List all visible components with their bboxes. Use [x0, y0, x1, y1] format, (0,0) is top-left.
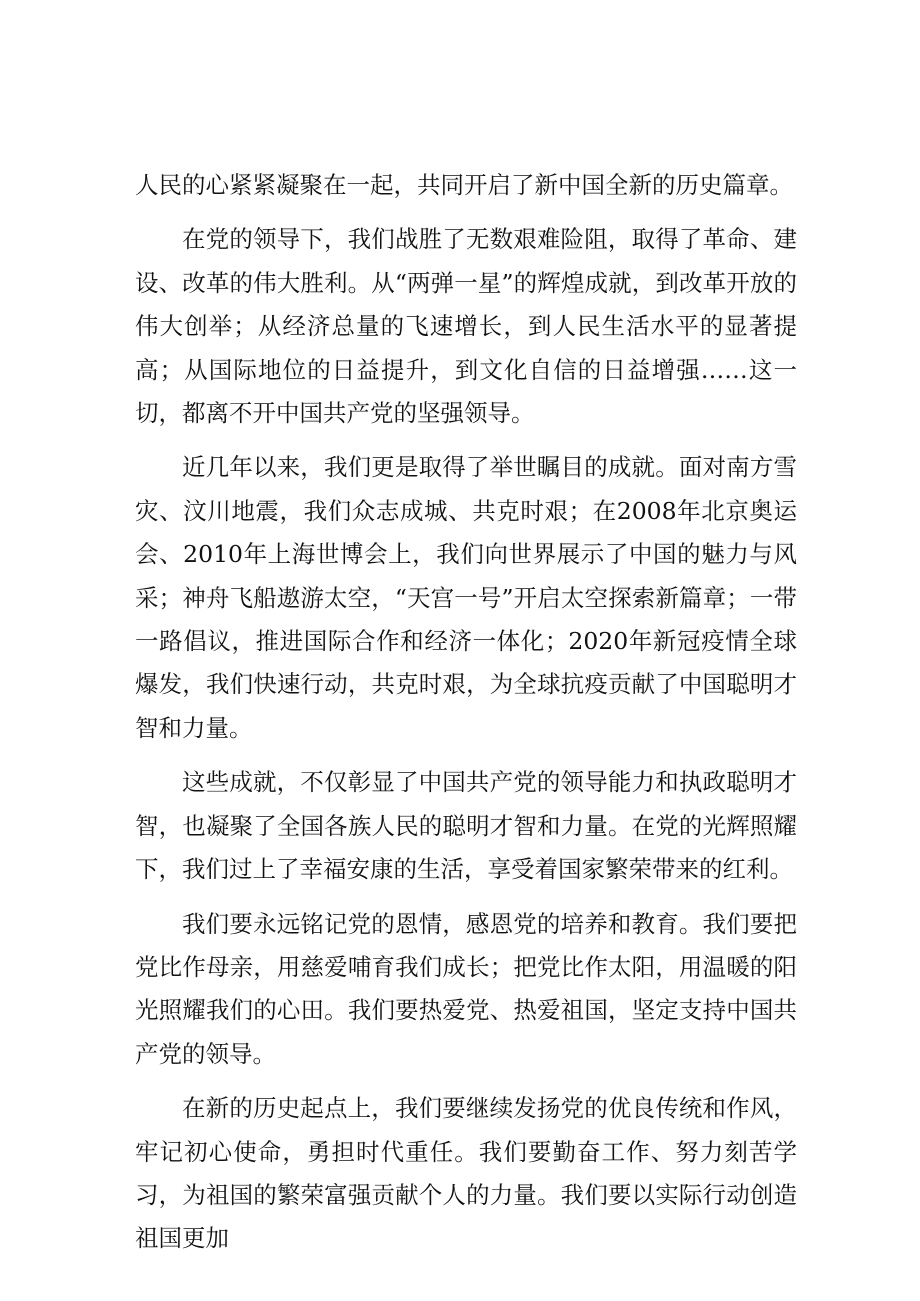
paragraph-2: 在党的领导下，我们战胜了无数艰难险阻，取得了革命、建设、改革的伟大胜利。从“两弹一星”的辉煌成就，到改革开放的伟大创举；从经济总量的飞速增长，到人民生活水平的显著提高；从国际地位的日益提升，到文化自信的日益增强……这一切，都离不开中国共产党的坚强领导。	[135, 225, 797, 428]
paragraph-6: 在新的历史起点上，我们要继续发扬党的优良传统和作风，牢记初心使命，勇担时代重任。我们要勤奋工作、努力刻苦学习，为祖国的繁荣富强贡献个人的力量。我们要以实际行动创造祖国更加	[135, 1094, 797, 1253]
paragraph-4: 这些成就，不仅彰显了中国共产党的领导能力和执政聪明才智，也凝聚了全国各族人民的聪明才智和力量。在党的光辉照耀下，我们过上了幸福安康的生活，享受着国家繁荣带来的红利。	[135, 768, 797, 884]
body-text	[135, 164, 797, 1272]
paragraph-5: 我们要永远铭记党的恩情，感恩党的培养和教育。我们要把党比作母亲，用慈爱哺育我们成长；把党比作太阳，用温暖的阳光照耀我们的心田。我们要热爱党、热爱祖国，坚定支持中国共产党的领导。	[135, 909, 797, 1068]
paragraph-3: 近几年以来，我们更是取得了举世瞩目的成就。面对南方雪灾、汶川地震，我们众志成城、共克时艰；在2008年北京奥运会、2010年上海世博会上，我们向世界展示了中国的魅力与风采；神舟飞船遨游太空，“天宫一号”开启太空探索新篇章；一带一路倡议，推进国际合作和经济一体化；2020年新冠疫情全球爆发，我们快速行动，共克时艰，为全球抗疫贡献了中国聪明才智和力量。	[135, 453, 797, 742]
paragraph-1: 人民的心紧紧凝聚在一起，共同开启了新中国全新的历史篇章。	[135, 171, 793, 199]
